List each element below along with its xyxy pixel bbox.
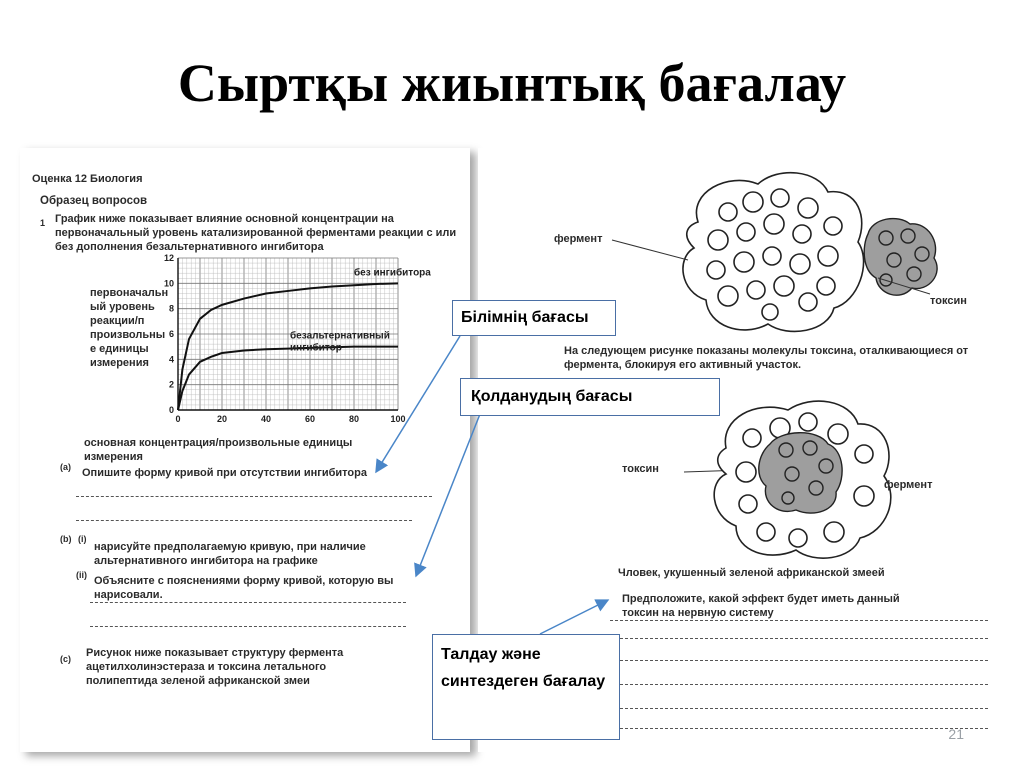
part-a-text: Опишите форму кривой при отсутствии ингибитора [82, 467, 367, 479]
label-enzyme-top: фермент [554, 233, 603, 245]
y-tick-label: 6 [168, 329, 174, 339]
part-a-marker: (a) [60, 462, 71, 472]
arrow-application [416, 414, 480, 576]
label-toxin-mid: токсин [622, 463, 659, 475]
callout-knowledge: Білімнің бағасы [452, 300, 616, 336]
x-tick-label: 60 [304, 414, 316, 424]
y-axis-label-line: ый уровень [90, 301, 155, 313]
page-number: 21 [948, 726, 964, 742]
caption-toxin-blocking: На следующем рисунке показаны молекулы токсина, оталкивающиеся от фермента, блокируя его активный участок. [564, 345, 969, 371]
doc-header: Оценка 12 Биология [32, 173, 143, 185]
callout-analysis: Талдау және синтездеген бағалау [432, 634, 620, 740]
y-axis-label-line: е единицы [90, 343, 149, 355]
x-tick-label: 0 [175, 414, 181, 424]
question-1-text: График ниже показывает влияние основной концентрации на первоначальный уровень катализированной ферментами реакции с или без дополнения безальтернативного ингибитора [55, 213, 457, 253]
part-bii-text: Объясните с пояснениями форму кривой, которую вы нарисовали. [94, 575, 394, 601]
x-tick-label: 40 [260, 414, 272, 424]
series-label-noncompetitive-inhibitor: безальтернативный [290, 330, 390, 342]
label-toxin-top: токсин [930, 295, 967, 307]
part-bi-text: нарисуйте предполагаемую кривую, при наличие альтернативного ингибитора на графике [94, 541, 366, 567]
y-axis-label-line: измерения [90, 357, 149, 369]
part-c-marker: (c) [60, 654, 71, 664]
series-label-noncompetitive-inhibitor: ингибитор [290, 342, 342, 354]
chart-x-axis-label: основная концентрация/произвольные единицы измерения [84, 437, 353, 463]
y-tick-label: 2 [168, 379, 174, 390]
y-tick-label: 10 [163, 278, 174, 289]
y-axis-label-line: реакции/п [90, 315, 145, 327]
x-tick-label: 20 [216, 414, 228, 424]
callout-application: Қолданудың бағасы [460, 378, 720, 416]
snake-caption: Чловек, укушенный зеленой африканской змеей [618, 567, 885, 579]
y-axis-label-line: произвольны [90, 329, 166, 341]
x-tick-label: 100 [390, 414, 406, 424]
arrow-knowledge [376, 336, 460, 472]
arrow-analysis [540, 600, 608, 634]
question-number: 1 [40, 218, 46, 228]
x-tick-label: 80 [348, 414, 360, 424]
y-tick-label: 8 [168, 303, 174, 314]
part-bi-marker: (i) [78, 534, 87, 544]
y-axis-label-line: первоначальн [90, 287, 169, 299]
series-label-no-inhibitor: без ингибитора [354, 267, 431, 279]
part-bii-marker: (ii) [76, 570, 87, 580]
y-tick-label: 0 [168, 405, 174, 415]
part-c-text: Рисунок ниже показывает структуру фермента ацетилхолинэстераза и токсина летального полипептида зеленой африканской змеи [86, 647, 344, 687]
toxin-effect-question: Предположите, какой эффект будет иметь данный токсин на нервную систему [622, 593, 900, 619]
y-tick-label: 12 [163, 253, 174, 263]
slide-title: Сыртқы жиынтық бағалау [177, 53, 847, 113]
label-enzyme-mid: фермент [884, 479, 933, 491]
doc-subheader: Образец вопросов [40, 195, 148, 207]
y-tick-label: 4 [168, 354, 174, 365]
part-b-marker: (b) [60, 534, 72, 544]
